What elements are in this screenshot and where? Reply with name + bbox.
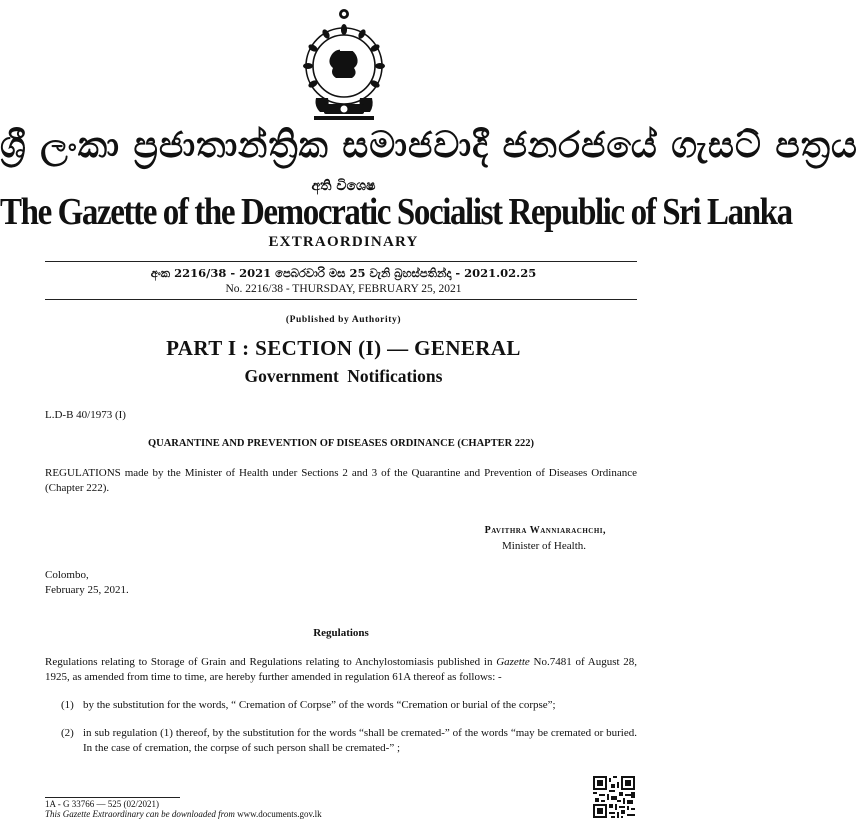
- regulations-heading: Regulations: [313, 627, 369, 639]
- footer-code: 1A - G 33766 — 525 (02/2021): [45, 799, 159, 809]
- english-gazette-title: The Gazette of the Democratic Socialist Republic of Sri Lanka: [0, 192, 792, 234]
- issue-line-sinhala: අංක 2216/38 - 2021 පෙබරවාරි මස 25 වැනි බ්‍රහස්පතින්දා - 2021.02.25: [150, 266, 537, 280]
- list-item-number: (1): [61, 699, 74, 711]
- signatory-name: Pavithra Wanniarachchi,: [484, 525, 606, 536]
- footer-rule: [45, 797, 180, 798]
- regulations-intro: [45, 655, 637, 684]
- intro-gazette-word: Gazette: [496, 656, 530, 668]
- issue-line-english: No. 2216/38 - THURSDAY, FEBRUARY 25, 2021: [225, 283, 462, 295]
- header-rule-top: [45, 261, 637, 262]
- extraordinary-label: EXTRAORDINARY: [268, 234, 419, 250]
- sri-lanka-emblem-icon: [300, 8, 388, 122]
- place: Colombo,: [45, 569, 89, 581]
- sinhala-gazette-title: ශ්‍රී ලංකා ප්‍රජාතාන්ත්‍රික සමාජවාදී ජනරජයේ ගැසට් පත්‍රය: [0, 124, 858, 166]
- intro-text-end: No.7481 of August 28, 1925, as amended from time to time, are hereby further amended in regulation 61A thereof as follows: -: [45, 656, 638, 683]
- section-title: Government Notifications: [244, 366, 443, 386]
- footer-download-link[interactable]: www.documents.gov.lk: [237, 809, 322, 819]
- ordinance-title: QUARANTINE AND PREVENTION OF DISEASES ORDINANCE (CHAPTER 222): [147, 438, 535, 449]
- intro-text-start: Regulations relating to Storage of Grain and Regulations relating to Anchylostomiasis published in: [45, 656, 497, 668]
- footer-download-text: This Gazette Extraordinary can be downloaded from: [45, 809, 238, 819]
- date: February 25, 2021.: [45, 584, 129, 596]
- signatory-title: Minister of Health.: [501, 540, 586, 552]
- sinhala-extraordinary: අති විශෙෂ: [311, 178, 376, 194]
- list-item-text: in sub regulation (1) thereof, by the substitution for the words “shall be cremated-” of the words “may be cremated or buried. In the case of cremation, the corpse of such person shall be cremated-” ;: [83, 727, 637, 754]
- part-heading: PART I : SECTION (I) — GENERAL: [166, 336, 521, 360]
- reference-number: L.D-B 40/1973 (I): [45, 409, 126, 421]
- list-item-text: by the substitution for the words, “ Cremation of Corpse” of the words “Cremation or burial of the corpse”;: [83, 699, 556, 711]
- preamble: REGULATIONS made by the Minister of Health under Sections 2 and 3 of the Quarantine and Prevention of Diseases Ordinance (Chapter 222).: [45, 467, 637, 494]
- published-by-authority: (Published by Authority): [285, 315, 402, 325]
- footer-download-note: [45, 809, 322, 819]
- header-rule-bottom: [45, 299, 637, 300]
- qr-code-icon: [593, 776, 635, 818]
- list-item-number: (2): [61, 727, 74, 739]
